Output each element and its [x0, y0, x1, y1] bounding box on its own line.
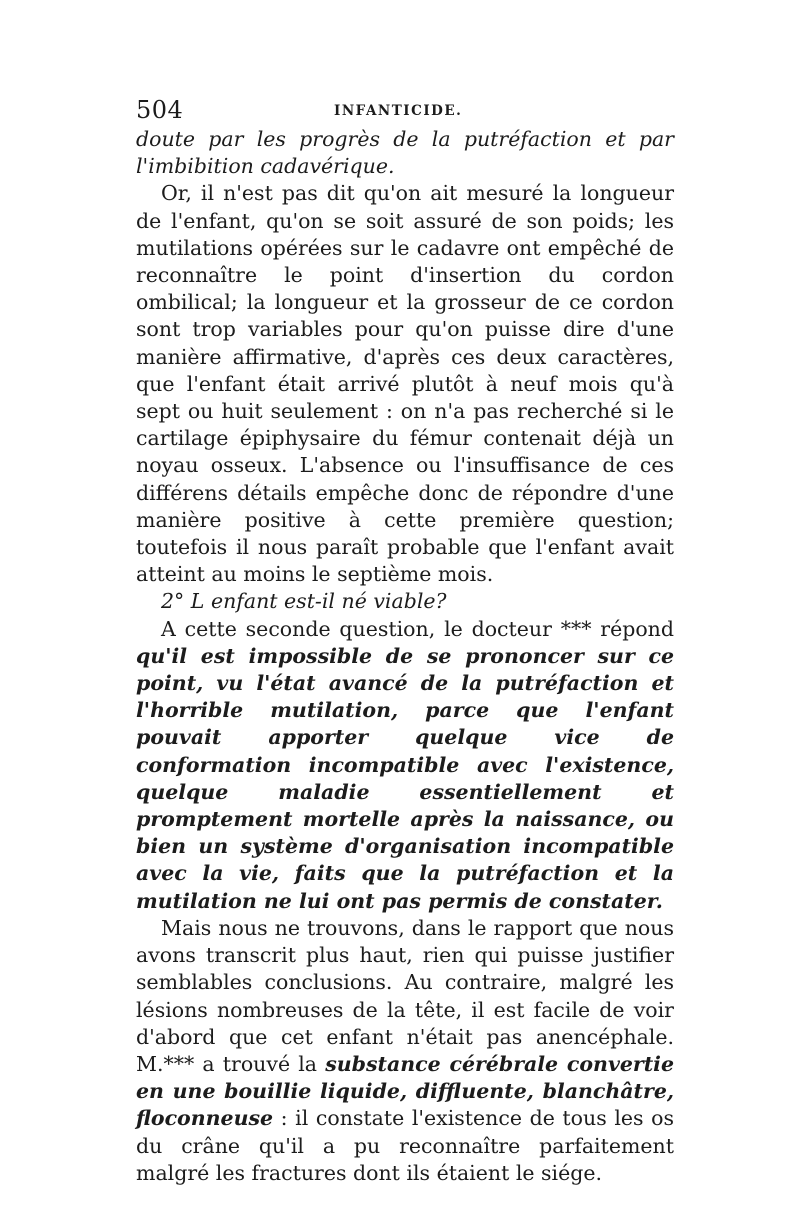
paragraph-doctor-response: [136, 616, 674, 915]
paragraph-continuation: doute par les progrès de la putréfaction et par l'imbibition cadavérique.: [136, 127, 674, 179]
rebuttal-intro: Mais nous ne trouvons, dans le rapport que nous avons transcrit plus haut, rien qui puisse justifier semblables conclusions. Au contraire, malgré les lésions nombreuses de la tête, il est facile de voir d'abord que cet enfant n'était pas anencéphale. M.*** a trouvé la: [136, 915, 674, 1076]
rebuttal-quote: substance cérébrale convertie en une bouillie liquide, diffluente, blanchâtre, floconneuse: [136, 1051, 674, 1131]
paragraph-authors-rebuttal: [136, 915, 674, 1187]
book-page: [136, 96, 674, 1187]
page-number: 504: [136, 96, 184, 124]
running-title: INFANTICIDE.: [334, 103, 463, 119]
doctor-response-quote: qu'il est impossible de se prononcer sur ce point, vu l'état avancé de la putréfaction et l'horrible mutilation, parce que l'enfant pouvait apporter quelque vice de conformation incompatible avec l'existence, quelque maladie essentiellement et promptement mortelle après la naissance, ou bien un système d'organisation incompatible avec la vie, faits que la putréfaction et la mutilation ne lui ont pas permis de constater.: [136, 643, 674, 913]
page-header: [136, 96, 674, 126]
section-heading-viability: 2° L enfant est-il né viable?: [161, 589, 447, 614]
page-body: [136, 126, 674, 1187]
rebuttal-end: : il constate l'existence de tous les os du crâne qu'il a pu reconnaître parfaitement malgré les fractures dont ils étaient le siége.: [136, 1106, 674, 1185]
doctor-response-intro: A cette seconde question, le docteur *** répond: [161, 616, 674, 641]
paragraph-age-discussion: Or, il n'est pas dit qu'on ait mesuré la longueur de l'enfant, qu'on se soit assuré de son poids; les mutilations opérées sur le cadavre ont empêché de reconnaître le point d'insertion du cordon ombilical; la longueur et la grosseur de ce cordon sont trop variables pour qu'on puisse dire d'une manière affirmative, d'après ces deux caractères, que l'enfant était arrivé plutôt à neuf mois qu'à sept ou huit seulement : on n'a pas recherché si le cartilage épiphysaire du fémur contenait déjà un noyau osseux. L'absence ou l'insuffisance de ces différens détails empêche donc de répondre d'une manière positive à cette première question; toutefois il nous paraît probable que l'enfant avait atteint au moins le septième mois.: [136, 181, 674, 587]
